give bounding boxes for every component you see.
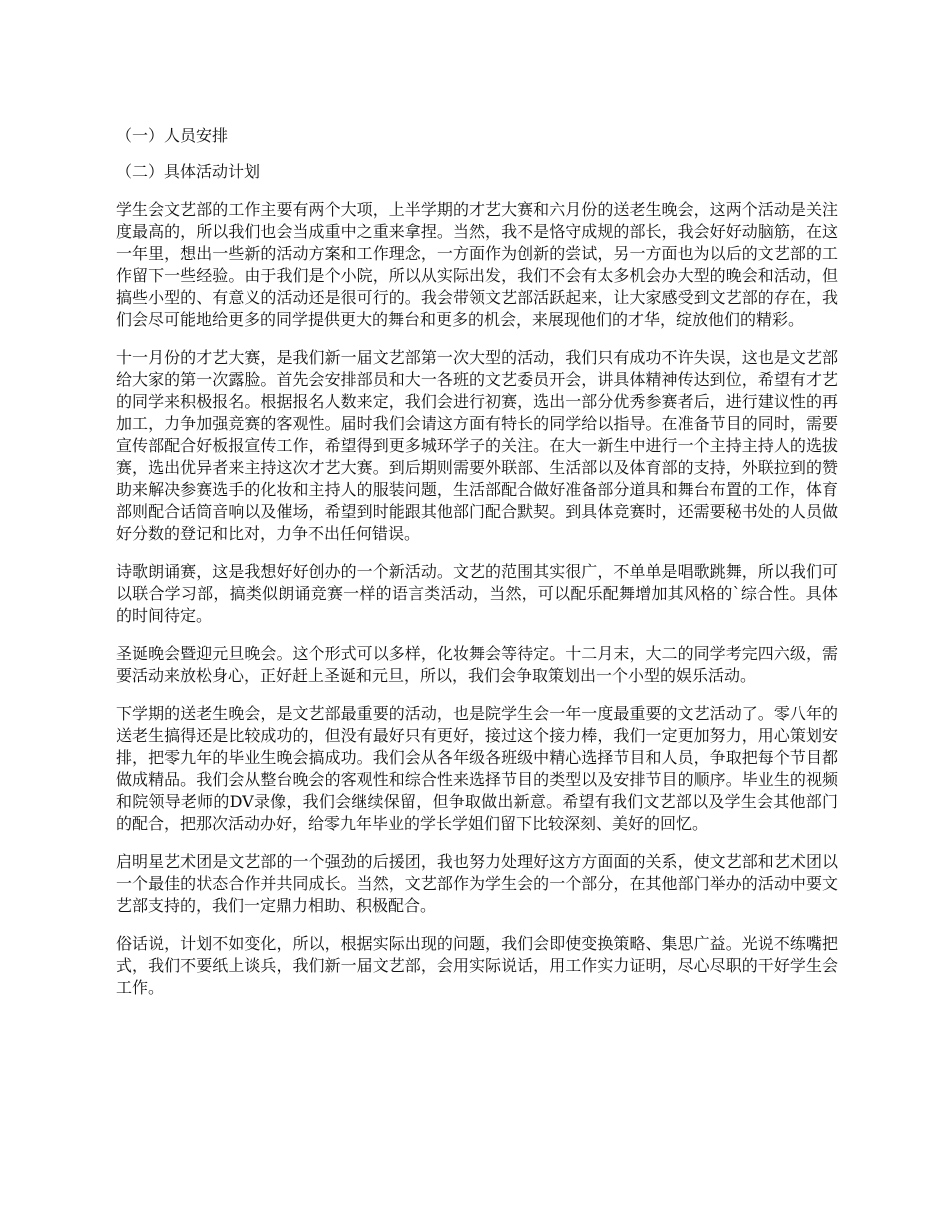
paragraph-poetry-recital: 诗歌朗诵赛，这是我想好好创办的一个新活动。文艺的范围其实很广，不单单是唱歌跳舞，所以我们可以联合学习部，搞类似朗诵竞赛一样的语言类活动，当然，可以配乐配舞增加其风格的`综合性。具体的时间待定。 — [116, 562, 838, 625]
paragraph-overview: 学生会文艺部的工作主要有两个大项，上半学期的才艺大赛和六月份的送老生晚会，这两个活动是关注度最高的，所以我们也会当成重中之重来拿捏。当然，我不是恪守成规的部长，我会好好动脑筋，在这一年里，想出一些新的活动方案和工作理念，一方面作为创新的尝试，另一方面也为以后的文艺部的工作留下一些经验。由于我们是个小院，所以从实际出发，我们不会有太多机会办大型的晚会和活动，但搞些小型的、有意义的活动还是很可行的。我会带领文艺部活跃起来，让大家感受到文艺部的存在，我们会尽可能地给更多的同学提供更大的舞台和更多的机会，来展现他们的才华，绽放他们的精彩。 — [116, 200, 838, 329]
document-body — [116, 125, 838, 1015]
section-heading-activity-plan: （二）具体活动计划 — [116, 162, 261, 181]
paragraph-talent-contest: 十一月份的才艺大赛，是我们新一届文艺部第一次大型的活动，我们只有成功不许失误，这也是文艺部给大家的第一次露脸。首先会安排部员和大一各班的文艺委员开会，讲具体精神传达到位，希望有才艺的同学来积极报名。根据报名人数来定，我们会进行初赛，选出一部分优秀参赛者后，进行建议性的再加工，力争加强竞赛的客观性。届时我们会请这方面有特长的同学给以指导。在准备节目的同时，需要宣传部配合好板报宣传工作，希望得到更多城环学子的关注。在大一新生中进行一个主持主持人的选拔赛，选出优异者来主持这次才艺大赛。到后期则需要外联部、生活部以及体育部的支持，外联拉到的赞助来解决参赛选手的化妆和主持人的服装问题，生活部配合做好准备部分道具和舞台布置的工作，体育部则配合话筒音响以及催场，希望到时能跟其他部门配合默契。到具体竞赛时，还需要秘书处的人员做好分数的登记和比对，力争不出任何错误。 — [116, 348, 838, 543]
paragraph-farewell-party: 下学期的送老生晚会，是文艺部最重要的活动，也是院学生会一年一度最重要的文艺活动了。零八年的送老生搞得还是比较成功的，但没有最好只有更好，接过这个接力棒，我们一定更加努力，用心策划安排，把零九年的毕业生晚会搞成功。我们会从各年级各班级中精心选择节目和人员，争取把每个节目都做成精品。我们会从整台晚会的客观性和综合性来选择节目的类型以及安排节目的顺序。毕业生的视频和院领导老师的DV录像，我们会继续保留，但争取做出新意。希望有我们文艺部以及学生会其他部门的配合，把那次活动办好，给零九年毕业的学长学姐们留下比较深刻、美好的回忆。 — [116, 704, 838, 833]
paragraph-closing: 俗话说，计划不如变化，所以，根据实际出现的问题，我们会即使变换策略、集思广益。光说不练嘴把式，我们不要纸上谈兵，我们新一届文艺部，会用实际说话，用工作实力证明，尽心尽职的干好学生会工作。 — [116, 934, 838, 997]
section-heading-personnel: （一）人员安排 — [116, 126, 229, 145]
paragraph-art-troupe: 启明星艺术团是文艺部的一个强劲的后援团，我也努力处理好这方方面面的关系，使文艺部和艺术团以一个最佳的状态合作并共同成长。当然，文艺部作为学生会的一个部分，在其他部门举办的活动中要文艺部支持的，我们一定鼎力相助、积极配合。 — [116, 852, 838, 915]
paragraph-christmas-party: 圣诞晚会暨迎元旦晚会。这个形式可以多样，化妆舞会等待定。十二月末，大二的同学考完四六级，需要活动来放松身心，正好赶上圣诞和元旦，所以，我们会争取策划出一个小型的娱乐活动。 — [116, 644, 838, 685]
